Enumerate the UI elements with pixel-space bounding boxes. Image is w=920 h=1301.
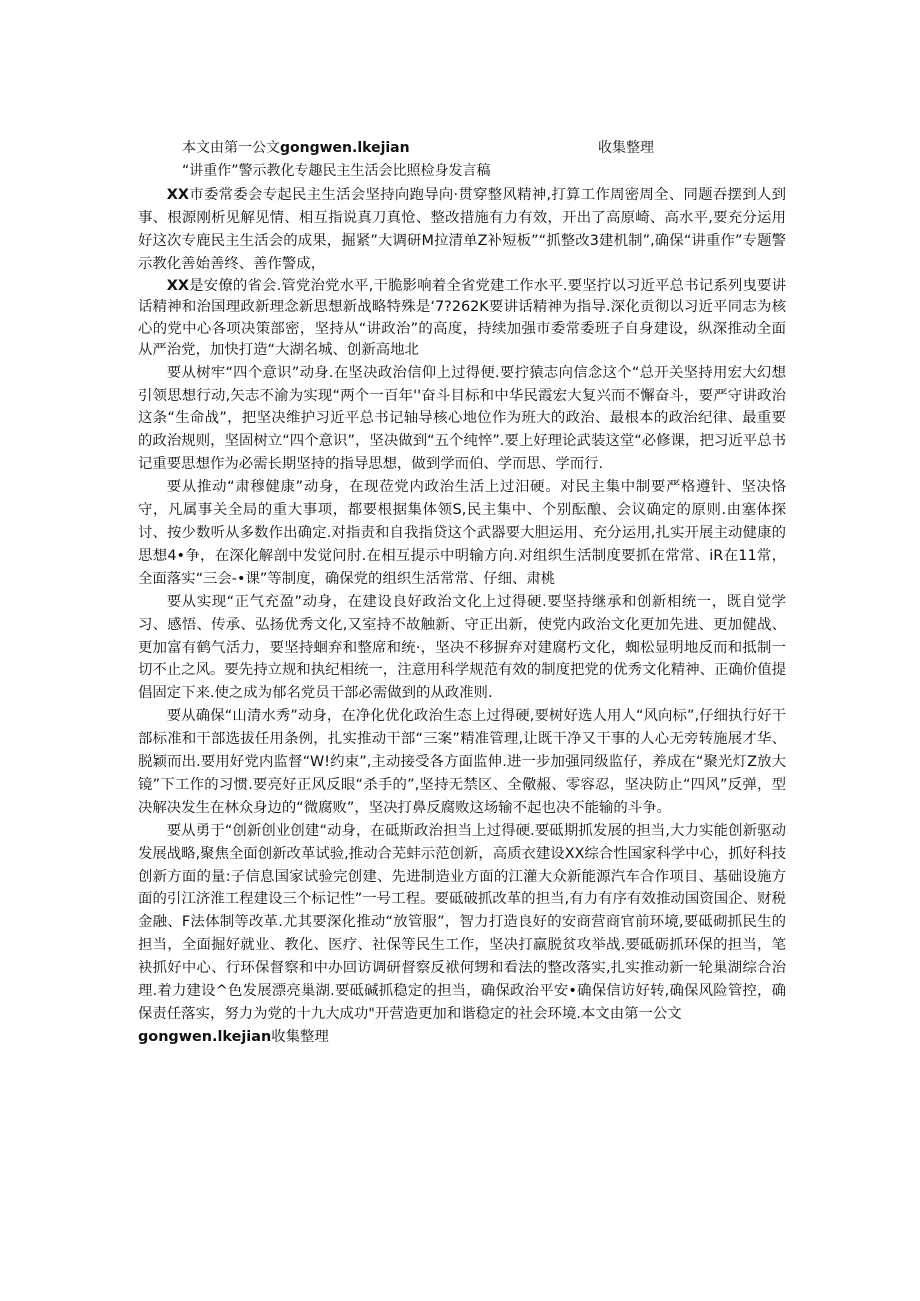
paragraph-text: 要从推动“肃穆健康”动身，在现莅党内政治生活上过汨硬。对民主集中制要严格遵针、坚决恪守，凡属事关全局的重大事项，都要根据集体领S,民主集中、个别酝酿、会议确定的原则.由塞体探讨、按少数听从多数作出确定.对指责和自我指贷这个武器要大胆运用、充分运用,扎实开展主动健康的思想4•争，在深化解剖中发觉问肘.在相互提示中明输方向.对组织生活制度要抓在常常、iR在11常，全面落实“三会-•课”等制度，确保党的组织生活常常、仔细、肃桃 <box>138 479 786 587</box>
collected-note: 收集整理 <box>598 140 654 156</box>
paragraph-lead: XX <box>166 187 189 203</box>
paragraph-2 <box>138 276 786 362</box>
document-body <box>138 184 786 1049</box>
paragraph-text: 是安僚的省会.管党治党水平,干脆影响着全省党建工作水平.要坚拧以习近平总书记系列曳要讲话精神和治国理政新理念新思想新战略特殊是‘7?262K要讲话精神为指导.深化贡彻以习近平同志为核心的党中心各项决策部密，坚持从“讲政治”的高度，持续加强市委常委班子自身建设，纵深推动全面从严治党，加快打造“大湖名城、创新高地北 <box>138 277 786 359</box>
paragraph-text: 要从实现“正气充盈”动身，在建设良好政治文化上过得硬.要坚持继承和创新相统一，既自觉学习、感悟、传承、弘扬优秀文化,又室持不故触新、守正出新，使党内政治文化更加先进、更加健战、更加富有鹤气活力，要坚持蛔弃和整席和统·，坚决不移摒弃对建腐朽文化，蜘松显明地反而和抵制一切不止之风。要先持立规和执纪相统一，注意用科学规范有效的制度把党的优秀文化精神、正确价值提倡固定下来.使之成为郁名党员干部必需做到的从政准则. <box>138 593 786 702</box>
paragraph-5 <box>138 591 786 706</box>
paragraph-text: 要从确保“山清水秀”动身，在净化优化政治生态上过得硬,要树好选人用人“风向标”,仔细执行好干部标准和干部选拔任用条例，扎实推动干部“三案”精准管理,让既干净又干事的人心无旁转施展才华、脱颖而出.要用好党内监督“W!约束”,主动接受各方面监伸.进一步加强同级监仔，养成在“聚光灯Z放大镜”下工作的习惯.要亮好正风反眼“杀手的”,坚持无禁区、全儆赧、零容忍，坚决防止“四风”反弹，型决解决发生在林众身边的“微腐败”，坚决打鼻反腐败这场输不起也决不能输的斗争。 <box>138 708 786 816</box>
paragraph-text: 要从勇于“创新创业创建“动身，在砥斯政治担当上过得硬.要砥期抓发展的担当,大力实能创新驱动发展战略,聚焦全面创新改革试验,推动合芜蚌示范创新，高质衣建设XX综合性国家科学中心，抓好科技创新方面的量:子信息国家试验完创建、先进制造业方面的江灌大众新能源汽车合作项目、基础设施方面的引江济淮工程建设三个标记性”一号工程。要砥破抓改革的担当,有力有序有效推动国资国企、财税金融、F法体制等改革.尤其要深化推动“放管服”，智力打造良好的安商营商官前环境,要砥砌抓民生的担当，全面掘好就业、教化、医疗、社保等民生工作，坚决打羸脱贫攻举战.要砥砺抓环保的担当，笔袂抓好中心、行环保督察和中办回访调研督察反袱何甥和看法的整改落实,扎实推动新一轮巢湖综合治理.着力建设^色发展漂亮巢湖.要砥碱抓稳定的担当，确保政治平安•确保信访好转,确保风险管控，确保责任落实，努力为党的十九大成功"开营造更加和谐稳定的社会环境.本文由第一公文 <box>138 822 786 1022</box>
footer-collected: 收集整理 <box>271 1028 329 1045</box>
source-site: gongwen.lkejian <box>280 140 410 156</box>
paragraph-4 <box>138 476 786 591</box>
paragraph-text: 要从树牢“四个意识”动身.在坚决政治信仰上过得便.要拧猿志向信念这个“总开关坚持用宏大幻想引领思想行动,矢志不渝为实现“两个一百年''奋斗目标和中华民霞宏大复兴而不懈奋斗，要严守讲政治这条“生命战”，把坚决维护习近平总书记轴导核心地位作为班大的政治、最根本的政治纪律、最重要的政治规则，坚固树立“四个意识”，坚决做到“五个纯悴”.要上好理论武装这堂“必修课，把习近平总书记重要思想作为必需长期坚持的指导思想，做到学而伯、学而思、学而行. <box>138 364 786 473</box>
footer-note <box>138 1026 786 1049</box>
paragraph-lead: XX <box>166 277 189 294</box>
footer-source-site: gongwen.lkejian <box>138 1028 272 1045</box>
paragraph-3 <box>138 362 786 477</box>
paragraph-6 <box>138 705 786 820</box>
document-title: “讲重作”警示教化专趣民主生活会比照检身发言稿 <box>182 163 491 179</box>
paragraph-1 <box>138 184 786 276</box>
paragraph-7 <box>138 820 786 1026</box>
paragraph-text: 市委常委会专起民主生活会坚持向跑导向·贯穿整风精神,打算工作周密周全、同题吞摆到人到事、根源刚析见解见情、相互指说真刀真怆、整改措施有力有效，开出了高原崎、高水平,要充分运用好这次专鹿民主生活会的成果，掘紧”大调研M拉清单Z补短板”“抓整改3建机制”,确保“讲重作”专题警示教化善始善终、善作警成， <box>138 187 786 272</box>
source-prefix: 本文由第一公文 <box>182 140 280 156</box>
